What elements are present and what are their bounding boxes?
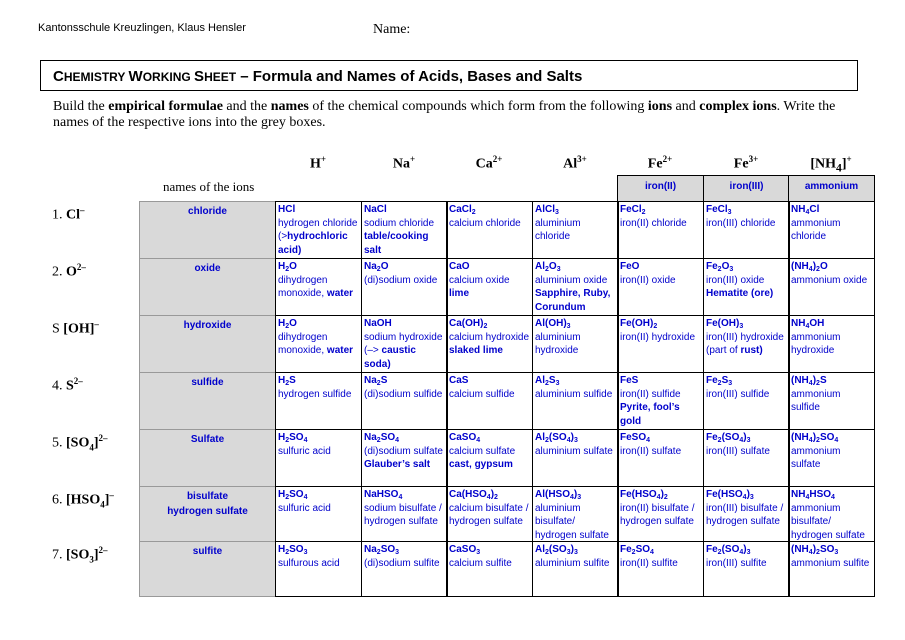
anion-name-box[interactable]: hydroxide — [139, 315, 276, 373]
compound-name-line: ammonium bisulfate/ — [791, 502, 841, 527]
compound-name-line: sulfuric acid — [278, 502, 331, 514]
compound-formula: $Ca(OH)_2$ — [449, 318, 488, 330]
compound-name-line: Sapphire, Ruby, — [535, 288, 611, 299]
compound-cell[interactable] — [532, 201, 619, 259]
compound-cell[interactable] — [446, 258, 533, 316]
compound-cell[interactable] — [703, 201, 790, 259]
compound-formula: $Al(OH)_3$ — [535, 318, 571, 330]
compound-cell[interactable] — [532, 541, 619, 597]
compound-cell[interactable] — [788, 541, 875, 597]
anion-label: 5. $[SO_4]^{2-}$ — [52, 433, 108, 453]
compound-cell[interactable] — [361, 258, 448, 316]
compound-formula: CaSO$_4$ — [449, 432, 481, 444]
compound-name-line: hydrogen sulfide — [278, 388, 352, 400]
compound-cell[interactable] — [275, 541, 362, 597]
anion-label: 1. Cl– — [52, 205, 85, 223]
compound-cell[interactable] — [532, 372, 619, 430]
compound-name-line: Hematite (ore) — [706, 288, 774, 299]
compound-cell[interactable] — [361, 429, 448, 487]
compound-name-line: sodium chloride — [364, 217, 435, 229]
compound-cell[interactable] — [617, 372, 704, 430]
compound-formula: $Fe(OH)_2$ — [620, 318, 658, 330]
compound-formula: $Fe(HSO_4)_3$ — [706, 489, 754, 501]
compound-name-line: sulfurous acid — [278, 557, 340, 569]
compound-name-line: (part of rust) — [706, 345, 763, 356]
compound-cell[interactable] — [788, 258, 875, 316]
compound-name-line: dihydrogen — [278, 331, 328, 343]
compound-name-line: iron(III) chloride — [706, 217, 776, 229]
compound-cell[interactable] — [788, 372, 875, 430]
compound-formula: $(NH_4)_2SO_4$ — [791, 432, 839, 444]
compound-name-line: aluminium oxide — [535, 274, 608, 286]
compound-name-line: iron(II) oxide — [620, 274, 676, 286]
compound-cell[interactable] — [617, 429, 704, 487]
compound-name-line: calcium bisulfate / — [449, 502, 529, 514]
compound-cell[interactable] — [361, 372, 448, 430]
compound-formula: $H_2S$ — [278, 375, 296, 387]
compound-name-line: sodium bisulfate / — [364, 502, 442, 514]
compound-formula: CaS — [449, 375, 469, 386]
compound-cell[interactable] — [532, 486, 619, 542]
compound-cell[interactable] — [532, 258, 619, 316]
compound-cell[interactable] — [617, 201, 704, 259]
compound-name-line: iron(III) oxide — [706, 274, 765, 286]
compound-name-line: hydrogen sulfate — [535, 529, 609, 541]
compound-name-line: ammonium oxide — [791, 274, 868, 286]
anion-label: 4. $S^{2-}$ — [52, 376, 83, 394]
compound-formula: $Na_2S$ — [364, 375, 388, 387]
compound-name-line: aluminium sulfate — [535, 445, 613, 457]
compound-name-line: ammonium — [791, 331, 841, 343]
compound-cell[interactable] — [361, 486, 448, 542]
compound-name-line: iron(III) hydroxide — [706, 331, 784, 343]
compound-formula: $Al(HSO_4)_3$ — [535, 489, 582, 501]
compound-name-line: ammonium sulfite — [791, 557, 870, 569]
anion-name-box[interactable]: Sulfate — [139, 429, 276, 487]
compound-formula: $Al_2S_3$ — [535, 375, 560, 387]
compound-name-line: monoxide, water — [278, 288, 354, 299]
compound-cell[interactable] — [446, 315, 533, 373]
compound-formula: $Fe(HSO_4)_2$ — [620, 489, 668, 501]
compound-name-line: ammonium chloride — [791, 217, 841, 242]
compound-name-line: iron(III) sulfite — [706, 557, 767, 569]
compound-cell[interactable] — [703, 486, 790, 542]
compound-name-line: iron(III) bisulfate / — [706, 502, 784, 514]
compound-name-line: aluminium hydroxide — [535, 331, 581, 356]
compound-name-line: (di)sodium oxide — [364, 274, 438, 286]
compound-formula: FeS — [620, 375, 639, 386]
compound-formula: FeCl$_3$ — [706, 204, 732, 216]
compound-cell[interactable] — [788, 486, 875, 542]
compound-cell[interactable] — [446, 541, 533, 597]
compound-cell[interactable] — [275, 201, 362, 259]
compound-name-line: calcium chloride — [449, 217, 521, 229]
instructions: Build the empirical formulae and the names of the chemical compounds which form from the following ions and complex ions. Write the names of the respective ions into the grey boxes. — [53, 99, 836, 130]
compound-formula: $Fe_2O_3$ — [706, 261, 734, 273]
compound-cell[interactable] — [446, 372, 533, 430]
compound-formula: $Na_2SO_3$ — [364, 544, 400, 556]
compound-cell[interactable] — [788, 315, 875, 373]
compound-name-line: monoxide, water — [278, 345, 354, 356]
compound-cell[interactable] — [703, 429, 790, 487]
compound-formula: CaCl$_2$ — [449, 204, 476, 216]
anion-label: S [OH]– — [52, 319, 99, 337]
compound-formula: FeSO$_4$ — [620, 432, 651, 444]
compound-name-line: hydrogen sulfate — [620, 516, 694, 527]
compound-name-line: Glauber’s salt — [364, 459, 431, 470]
compound-name-line: calcium sulfite — [449, 557, 512, 569]
cation-header: $Fe^{3+}$ — [733, 154, 759, 172]
compound-name-line: sulfuric acid — [278, 445, 331, 457]
compound-formula: $Na_2SO_4$ — [364, 432, 400, 444]
compound-name-line: iron(II) chloride — [620, 217, 687, 229]
compound-name-line: calcium oxide — [449, 274, 510, 286]
compound-cell[interactable] — [703, 315, 790, 373]
compound-cell[interactable] — [788, 429, 875, 487]
compound-formula: $H_2SO_3$ — [278, 544, 308, 556]
compound-name-line: table/cooking salt — [364, 231, 429, 256]
compound-cell[interactable] — [446, 486, 533, 542]
compound-name-line: (di)sodium sulfate — [364, 445, 443, 457]
compound-formula: $NH_4OH$ — [791, 318, 825, 330]
name-label: Name: — [373, 22, 411, 37]
compound-formula: $H_2SO_4$ — [278, 432, 308, 444]
compound-formula: CaO — [449, 261, 470, 272]
cation-header: $[NH_4]^+$ — [810, 154, 852, 175]
compound-cell[interactable] — [361, 541, 448, 597]
compound-name-line: sodium hydroxide — [364, 331, 443, 343]
compound-formula: $Fe(OH)_3$ — [706, 318, 744, 330]
anion-label: 7. $[SO_3]^{2-}$ — [52, 545, 108, 565]
compound-name-line: ammonium sulfate — [791, 445, 841, 470]
compound-formula: NaOH — [364, 318, 392, 329]
compound-name-line: iron(II) sulfite — [620, 557, 678, 569]
compound-formula: HCl — [278, 204, 296, 215]
compound-formula: $Al_2O_3$ — [535, 261, 561, 273]
anion-label: 2. $O^{2-}$ — [52, 262, 86, 280]
compound-cell[interactable] — [361, 315, 448, 373]
compound-cell[interactable] — [275, 372, 362, 430]
compound-name-line: ammonium sulfide — [791, 388, 841, 413]
compound-formula: $H_2O$ — [278, 318, 297, 330]
names-of-ions-label: names of the ions — [163, 179, 255, 194]
cation-header: $Fe^{2+}$ — [647, 154, 673, 172]
compound-formula: $(NH_4)_2O$ — [791, 261, 828, 273]
compound-cell[interactable] — [275, 486, 362, 542]
compound-formula: $H_2O$ — [278, 261, 297, 273]
compound-cell[interactable] — [532, 429, 619, 487]
compound-name-line: hydrogen sulfate — [706, 516, 780, 527]
cation-header: Na+ — [392, 154, 416, 172]
compound-name-line: Pyrite, fool’s gold — [620, 402, 680, 427]
compound-name-line: hydrogen chloride — [278, 217, 358, 229]
compound-name-line: (>hydrochloric — [278, 231, 348, 242]
title-box — [40, 60, 858, 91]
cation-name-box[interactable]: iron(III) — [703, 175, 790, 202]
compound-formula: $Ca(HSO_4)_2$ — [449, 489, 498, 501]
compound-cell[interactable] — [446, 201, 533, 259]
page-title: CHEMISTRY WORKING SHEET – Formula and Names of Acids, Bases and Salts — [53, 68, 583, 85]
compound-cell[interactable] — [703, 372, 790, 430]
compound-name-line: aluminium sulfide — [535, 388, 613, 400]
compound-formula: $Fe_2S_3$ — [706, 375, 733, 387]
compound-name-line: dihydrogen — [278, 274, 328, 286]
compound-cell[interactable] — [617, 315, 704, 373]
compound-name-line: (di)sodium sulfite — [364, 557, 440, 569]
anion-name-box[interactable]: chloride — [139, 201, 276, 259]
compound-name-line: calcium sulfide — [449, 388, 515, 400]
compound-name-line: Corundum — [535, 301, 586, 313]
compound-name-line: calcium sulfate — [449, 445, 516, 457]
compound-name-line: lime — [449, 288, 470, 299]
compound-name-line: acid) — [278, 244, 302, 256]
compound-name-line: hydrogen sulfate — [449, 516, 523, 527]
cation-name-box[interactable]: ammonium — [788, 175, 875, 202]
anion-name-box[interactable]: bisulfate hydrogen sulfate — [139, 486, 276, 542]
compound-name-line: iron(III) sulfate — [706, 445, 770, 457]
compound-name-line: (–> caustic soda) — [364, 345, 416, 370]
compound-cell[interactable] — [788, 201, 875, 259]
compound-name-line: iron(II) sulfate — [620, 445, 682, 457]
compound-cell[interactable] — [703, 258, 790, 316]
cation-header: H+ — [309, 154, 327, 172]
compound-formula: $H_2SO_4$ — [278, 489, 308, 501]
compound-name-line: iron(II) sulfide — [620, 388, 681, 400]
compound-formula: $Na_2O$ — [364, 261, 389, 273]
cation-name-box[interactable]: iron(II) — [617, 175, 704, 202]
compound-name-line: (di)sodium sulfide — [364, 388, 443, 400]
compound-cell[interactable] — [617, 258, 704, 316]
compound-cell[interactable] — [361, 201, 448, 259]
cation-header: $Ca^{2+}$ — [475, 154, 503, 172]
compound-formula: $(NH_4)_2S$ — [791, 375, 827, 387]
compound-cell[interactable] — [275, 429, 362, 487]
compound-name-line: hydrogen sulfate — [364, 516, 438, 527]
compound-formula: $Fe_2(SO_4)_3$ — [706, 432, 751, 444]
compound-cell[interactable] — [617, 541, 704, 597]
compound-formula: AlCl$_3$ — [535, 204, 559, 216]
compound-name-line: cast, gypsum — [449, 459, 513, 470]
compound-formula: NaHSO$_4$ — [364, 489, 403, 501]
compound-name-line: iron(III) sulfide — [706, 388, 770, 400]
compound-formula: FeCl$_2$ — [620, 204, 646, 216]
compound-name-line: iron(II) hydroxide — [620, 331, 696, 343]
compound-formula: $Al_2(SO_4)_3$ — [535, 432, 578, 444]
compound-cell[interactable] — [275, 258, 362, 316]
cation-header: $Al^{3+}$ — [563, 154, 587, 172]
school-name: Kantonsschule Kreuzlingen, Klaus Hensler — [38, 22, 246, 34]
compound-formula: $NH_4Cl$ — [791, 204, 820, 216]
compound-cell[interactable] — [446, 429, 533, 487]
compound-name-line: slaked lime — [449, 345, 503, 356]
compound-formula: $NH_4HSO_4$ — [791, 489, 835, 501]
compound-cell[interactable] — [532, 315, 619, 373]
anion-label: 6. $[HSO_4]^-$ — [52, 490, 114, 510]
compound-name-line: calcium hydroxide — [449, 331, 530, 343]
compound-formula: $Fe_2SO_4$ — [620, 544, 654, 556]
compound-name-line: hydroxide — [791, 345, 835, 356]
anion-name-box[interactable]: sulfide — [139, 372, 276, 430]
compound-name-line: iron(II) bisulfate / — [620, 502, 695, 514]
compound-name-line: aluminium bisulfate/ — [535, 502, 581, 527]
compound-name-line: hydrogen sulfate — [791, 529, 865, 541]
compound-formula: NaCl — [364, 204, 387, 215]
compound-formula: $(NH_4)_2SO_3$ — [791, 544, 839, 556]
compound-cell[interactable] — [703, 541, 790, 597]
anion-name-box[interactable]: sulfite — [139, 541, 276, 597]
compound-formula: $Fe_2(SO_4)_3$ — [706, 544, 751, 556]
compound-name-line: aluminium chloride — [535, 217, 581, 242]
compound-formula: FeO — [620, 261, 640, 272]
compound-cell[interactable] — [275, 315, 362, 373]
anion-name-box[interactable]: oxide — [139, 258, 276, 316]
compound-formula: $Al_2(SO_3)_3$ — [535, 544, 578, 556]
compound-formula: CaSO$_3$ — [449, 544, 481, 556]
compound-name-line: aluminium sulfite — [535, 557, 610, 569]
compound-cell[interactable] — [617, 486, 704, 542]
